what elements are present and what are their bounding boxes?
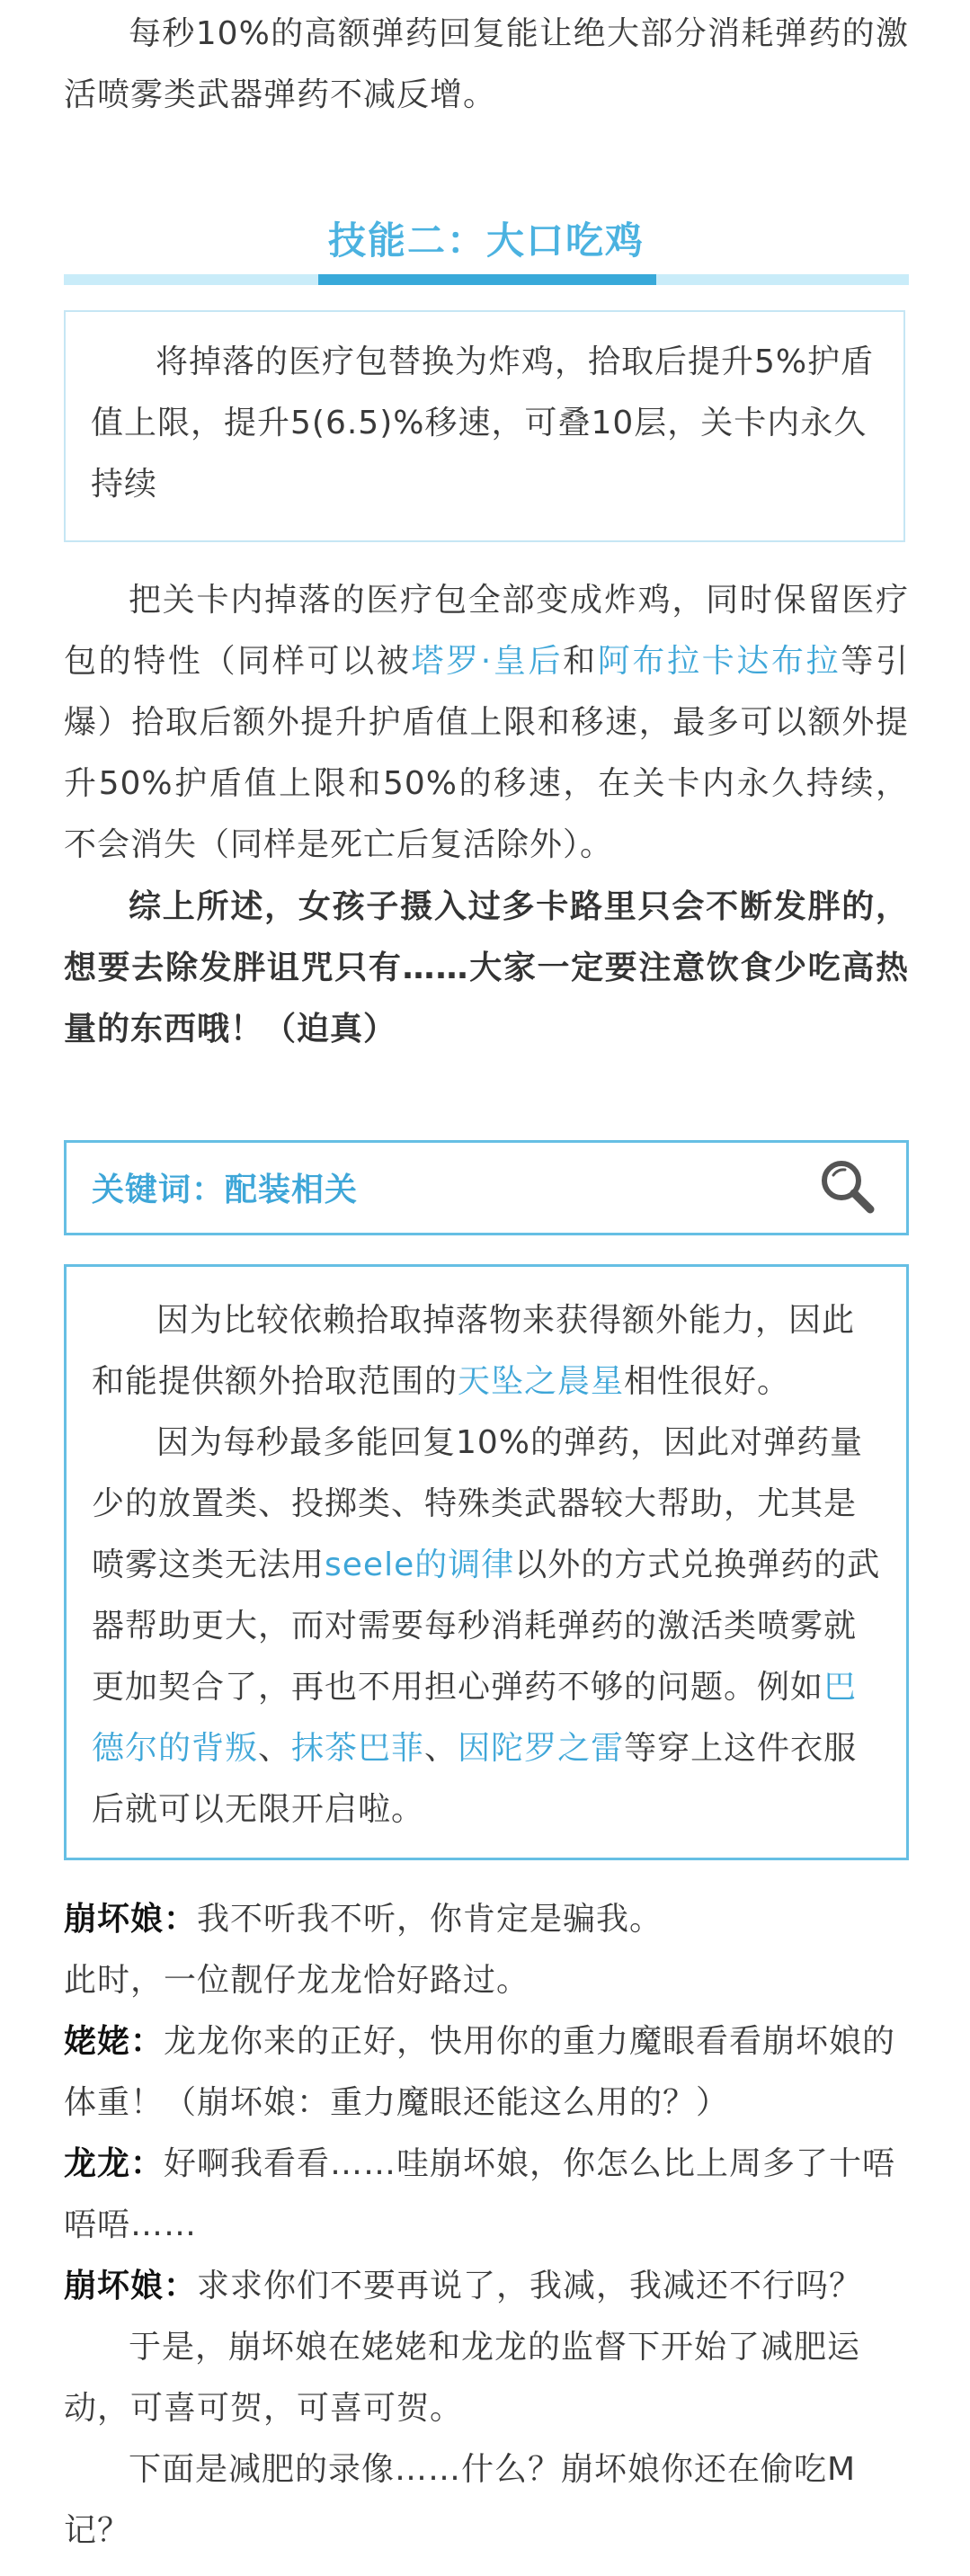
- speaker-name: 龙龙: [64, 2145, 131, 2182]
- link-baldur-betrayal[interactable]: 巴德尔的背叛: [92, 1669, 858, 1767]
- detail-p2-b: 以外的方式兑换弹药的武器帮助更大，而对需要每秒消耗弹药的激活类喷雾就更加契合了，再也不用担心弹药不够的问题。例如: [92, 1546, 881, 1706]
- search-icon: [818, 1157, 877, 1217]
- keyword-title: 关键词：配装相关: [92, 1172, 359, 1208]
- skill2-detail-paragraph: [64, 570, 909, 876]
- dialogue-text: 我不听我不听，你肯定是骗我。: [197, 1901, 663, 1938]
- speaker-name: 崩坏娘: [64, 1901, 165, 1938]
- detail-p2-c: 等穿上这件衣服后就可以无限开启啦。: [92, 1730, 858, 1828]
- link-morning-star[interactable]: 天坠之晨星: [458, 1363, 625, 1400]
- skill2-title: 技能二：大口吃鸡: [327, 218, 645, 263]
- ending-paragraph-2: 下面是减肥的录像……什么？崩坏娘你还在偷吃M记？: [64, 2451, 857, 2549]
- speaker-name: 崩坏娘: [64, 2268, 165, 2304]
- detail-p2-a: 因为每秒最多能回复10%的弹药，因此对弹药量少的放置类、投掷类、特殊类武器较大帮助，尤其是喷雾这类无法用: [92, 1424, 864, 1583]
- speaker-colon: ：: [130, 2023, 165, 2060]
- desc-part3: 等引爆）拾取后额外提升护盾值上限和移速，最多可以额外提升50%护盾值上限和50%的移速，在关卡内永久持续，不会消失（同样是死亡后复活除外）。: [64, 643, 909, 863]
- dialogue-line: [64, 1950, 909, 2011]
- speaker-colon: ：: [164, 2268, 198, 2304]
- keyword-detail-box: [64, 1264, 909, 1860]
- detail-paragraph-1: [92, 1290, 881, 1413]
- dialogue-text: 求求你们不要再说了，我减，我减还不行吗？: [197, 2268, 863, 2304]
- dialogue-text: 龙龙你来的正好，快用你的重力魔眼看看崩坏娘的体重！（崩坏娘：重力魔眼还能这么用的？）: [64, 2023, 896, 2121]
- dialogue-section: [64, 1889, 909, 2562]
- dialogue-line: [64, 1889, 909, 1950]
- link-indra-thunder[interactable]: 因陀罗之雷: [458, 1730, 625, 1767]
- skill2-box-text: 将掉落的医疗包替换为炸鸡，拾取后提升5%护盾值上限，提升5(6.5)%移速，可叠10层，关卡内永久持续: [91, 343, 875, 503]
- detail-p1-a: 因为比较依赖拾取掉落物来获得额外能力，因此和能提供额外拾取范围的: [92, 1302, 856, 1400]
- link-abracadabra[interactable]: 阿布拉卡达布拉: [597, 643, 841, 680]
- link-matcha-parfait[interactable]: 抹茶巴菲: [291, 1730, 425, 1767]
- dialogue-text: 好啊我看看……哇崩坏娘，你怎么比上周多了十唔唔唔……: [64, 2145, 896, 2243]
- intro-paragraph: [64, 4, 909, 126]
- summary-paragraph: 综上所述，女孩子摄入过多卡路里只会不断发胖的，想要去除发胖诅咒只有……大家一定要注意饮食少吃高热量的东西哦！（迫真）: [64, 888, 909, 1047]
- link-seele-tuning[interactable]: seele的调律: [325, 1546, 515, 1583]
- dialogue-line: [64, 2134, 909, 2256]
- detail-p2-sep1: 、: [258, 1730, 292, 1767]
- speaker-name: 姥姥: [64, 2023, 131, 2060]
- dialogue-line: [64, 2011, 909, 2134]
- keyword-header-box: [64, 1140, 909, 1235]
- dialogue-text: 此时，一位靓仔龙龙恰好路过。: [64, 1962, 530, 1999]
- ending-paragraph-1: 于是，崩坏娘在姥姥和龙龙的监督下开始了减肥运动，可喜可贺，可喜可贺。: [64, 2329, 861, 2427]
- heading-underline-dark: [318, 274, 656, 285]
- desc-part1: 把关卡内掉落的医疗包全部变成炸鸡，同时保留医疗包的特性（同样可以被: [64, 582, 909, 680]
- detail-p1-b: 相性很好。: [624, 1363, 791, 1400]
- intro-text: 每秒10%的高额弹药回复能让绝大部分消耗弹药的激活喷雾类武器弹药不减反增。: [64, 15, 909, 113]
- detail-paragraph-2: [92, 1413, 881, 1841]
- link-tarot-empress[interactable]: 塔罗·皇后: [411, 643, 564, 680]
- speaker-colon: ：: [164, 1901, 198, 1938]
- detail-p2-sep2: 、: [424, 1730, 458, 1767]
- skill2-description-box: [64, 310, 905, 542]
- skill2-heading: [64, 202, 909, 288]
- dialogue-line: [64, 2256, 909, 2317]
- desc-part2: 和: [563, 643, 598, 680]
- speaker-colon: ：: [130, 2145, 165, 2182]
